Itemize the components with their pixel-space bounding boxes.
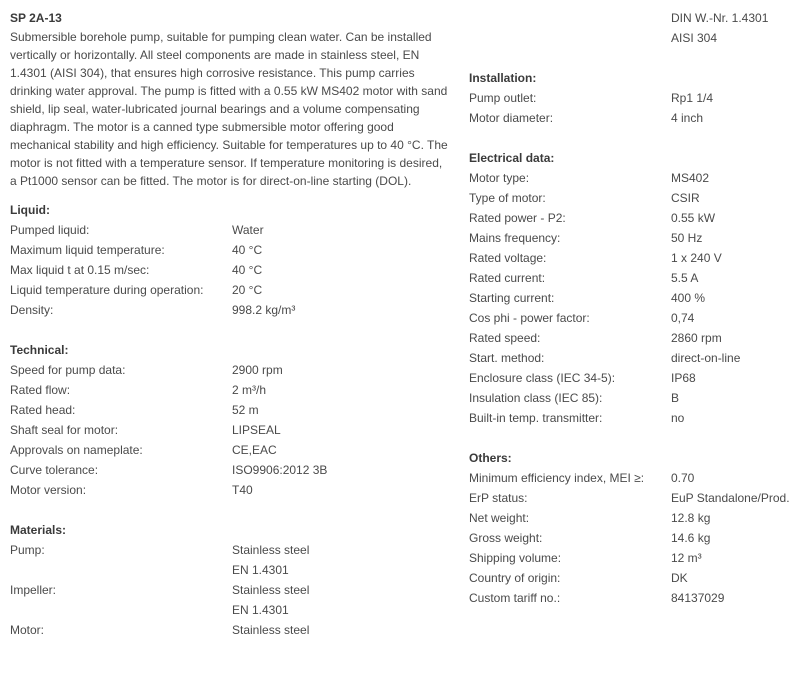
- spec-row: [469, 188, 811, 208]
- spec-row: [10, 560, 450, 580]
- spec-label: Cos phi - power factor:: [469, 311, 590, 325]
- spec-value: Stainless steel: [232, 543, 310, 557]
- spec-value: DK: [671, 571, 688, 585]
- spec-row: [469, 108, 811, 128]
- electrical-section: [469, 148, 811, 428]
- spec-row: [469, 248, 811, 268]
- liquid-section: [10, 200, 450, 320]
- spec-row: [10, 260, 450, 280]
- spec-row: [469, 268, 811, 288]
- spec-value: 400 %: [671, 291, 706, 305]
- spec-value: 0.55 kW: [671, 211, 716, 225]
- spec-label: Start. method:: [469, 351, 545, 365]
- spec-row: [469, 368, 811, 388]
- spec-value: 84137029: [671, 591, 725, 605]
- spec-label: Rated speed:: [469, 331, 541, 345]
- spec-row: [10, 600, 450, 620]
- spec-label: Mains frequency:: [469, 231, 561, 245]
- spec-label: Gross weight:: [469, 531, 543, 545]
- spec-value: 14.6 kg: [671, 531, 711, 545]
- spec-row: [469, 548, 811, 568]
- spec-row: [10, 380, 450, 400]
- material-standard-row: [469, 8, 811, 28]
- spec-row: [10, 540, 450, 560]
- spec-label: Pump outlet:: [469, 91, 537, 105]
- spec-row: [10, 420, 450, 440]
- spec-value: 2900 rpm: [232, 363, 283, 377]
- others-section: [469, 448, 811, 608]
- spec-row: [469, 488, 811, 508]
- spec-label: Rated head:: [10, 403, 76, 417]
- spec-label: Approvals on nameplate:: [10, 443, 143, 457]
- spec-label: Impeller:: [10, 583, 57, 597]
- spec-value: 40 °C: [232, 263, 263, 277]
- spec-value: 4 inch: [671, 111, 704, 125]
- spec-label: Motor diameter:: [469, 111, 554, 125]
- spec-row: [469, 588, 811, 608]
- spec-value: Stainless steel: [232, 623, 310, 637]
- spec-label: Rated voltage:: [469, 251, 547, 265]
- spec-row: [10, 460, 450, 480]
- spec-value: EN 1.4301: [232, 563, 289, 577]
- spec-value: 0,74: [671, 311, 695, 325]
- electrical-heading: Electrical data:: [469, 151, 555, 165]
- spec-value: no: [671, 411, 685, 425]
- spec-label: ErP status:: [469, 491, 528, 505]
- spec-value: IP68: [671, 371, 696, 385]
- spec-label: Shaft seal for motor:: [10, 423, 119, 437]
- product-description: Submersible borehole pump, suitable for pumping clean water. Can be installed vertically or horizontally. All steel components are made in stainless steel, EN 1.4301 (AISI 304), that ensures high corrosive resistance. This pump carries drinking water approval. The pump is fitted with a 0.55 kW MS402 motor with sand shield, lip seal, water-lubricated journal bearings and a volume compensating diaphragm. The motor is a canned type submersible motor offering good mechanical stability and high efficiency. Suitable for temperatures up to 40 °C. The motor is not fitted with a temperature sensor. If temperature monitoring is desired, a Pt1000 sensor can be fitted. The motor is for direct-on-line starting (DOL).: [10, 30, 448, 188]
- spec-label: Insulation class (IEC 85):: [469, 391, 603, 405]
- spec-label: Net weight:: [469, 511, 530, 525]
- spec-value: 1 x 240 V: [671, 251, 722, 265]
- spec-label: Curve tolerance:: [10, 463, 99, 477]
- spec-label: Rated power - P2:: [469, 211, 566, 225]
- technical-heading: Technical:: [10, 343, 69, 357]
- spec-label: Pumped liquid:: [10, 223, 90, 237]
- left-column: [10, 8, 450, 640]
- spec-label: Custom tariff no.:: [469, 591, 561, 605]
- spec-row: [10, 440, 450, 460]
- spec-row: [10, 220, 450, 240]
- spec-value: direct-on-line: [671, 351, 741, 365]
- spec-value: 40 °C: [232, 243, 263, 257]
- materials-heading: Materials:: [10, 523, 67, 537]
- spec-row: [10, 580, 450, 600]
- spec-label: Enclosure class (IEC 34-5):: [469, 371, 616, 385]
- spec-value: CSIR: [671, 191, 700, 205]
- spec-row: [469, 88, 811, 108]
- spec-value: Water: [232, 223, 264, 237]
- spec-value: 0.70: [671, 471, 695, 485]
- spec-label: Type of motor:: [469, 191, 546, 205]
- spec-row: [469, 228, 811, 248]
- spec-label: Shipping volume:: [469, 551, 562, 565]
- others-heading: Others:: [469, 451, 512, 465]
- spec-label: Motor version:: [10, 483, 87, 497]
- spec-value: 12 m³: [671, 551, 702, 565]
- spec-label: Motor type:: [469, 171, 530, 185]
- spec-label: Max liquid t at 0.15 m/sec:: [10, 263, 150, 277]
- spec-label: Country of origin:: [469, 571, 561, 585]
- spec-row: [10, 280, 450, 300]
- spec-value: 2 m³/h: [232, 383, 267, 397]
- spec-row: [10, 620, 450, 640]
- spec-value: MS402: [671, 171, 710, 185]
- spec-value: 50 Hz: [671, 231, 703, 245]
- spec-row: [469, 168, 811, 188]
- spec-row: [10, 300, 450, 320]
- spec-label: Motor:: [10, 623, 45, 637]
- installation-heading: Installation:: [469, 71, 537, 85]
- spec-row: [469, 568, 811, 588]
- spec-value: B: [671, 391, 680, 405]
- spec-value: 20 °C: [232, 283, 263, 297]
- spec-label: Built-in temp. transmitter:: [469, 411, 603, 425]
- spec-row: [469, 348, 811, 368]
- spec-label: Liquid temperature during operation:: [10, 283, 204, 297]
- spec-row: [10, 360, 450, 380]
- spec-row: [10, 400, 450, 420]
- spec-label: Speed for pump data:: [10, 363, 126, 377]
- spec-row: [469, 208, 811, 228]
- spec-row: [469, 468, 811, 488]
- spec-row: [469, 528, 811, 548]
- spec-label: Rated flow:: [10, 383, 71, 397]
- spec-row: [469, 308, 811, 328]
- spec-value: Stainless steel: [232, 583, 310, 597]
- spec-value: 2860 rpm: [671, 331, 722, 345]
- spec-row: [469, 508, 811, 528]
- spec-value: EuP Standalone/Prod.: [671, 491, 790, 505]
- spec-row: [469, 388, 811, 408]
- liquid-heading: Liquid:: [10, 203, 50, 217]
- spec-label: Rated current:: [469, 271, 546, 285]
- spec-row: [10, 240, 450, 260]
- spec-value: EN 1.4301: [232, 603, 289, 617]
- spec-row: [469, 328, 811, 348]
- materials-section: [10, 520, 450, 640]
- spec-row: [469, 288, 811, 308]
- spec-label: Maximum liquid temperature:: [10, 243, 165, 257]
- spec-row: [10, 480, 450, 500]
- spec-label: Density:: [10, 303, 54, 317]
- spec-label: Pump:: [10, 543, 45, 557]
- spec-value: 52 m: [232, 403, 259, 417]
- technical-section: [10, 340, 450, 500]
- installation-section: [469, 68, 811, 128]
- spec-value: 998.2 kg/m³: [232, 303, 296, 317]
- spec-label: Starting current:: [469, 291, 555, 305]
- spec-value: CE,EAC: [232, 443, 277, 457]
- spec-value: ISO9906:2012 3B: [232, 463, 328, 477]
- spec-value: LIPSEAL: [232, 423, 281, 437]
- din-number: DIN W.-Nr. 1.4301: [671, 11, 769, 25]
- spec-label: Minimum efficiency index, MEI ≥:: [469, 471, 645, 485]
- aisi-number: AISI 304: [671, 31, 718, 45]
- spec-value: T40: [232, 483, 253, 497]
- spec-value: 12.8 kg: [671, 511, 711, 525]
- product-title: SP 2A-13: [10, 11, 62, 25]
- right-column: [469, 8, 811, 608]
- spec-value: 5.5 A: [671, 271, 699, 285]
- spec-row: [469, 408, 811, 428]
- spec-value: Rp1 1/4: [671, 91, 714, 105]
- material-standard-row: [469, 28, 811, 48]
